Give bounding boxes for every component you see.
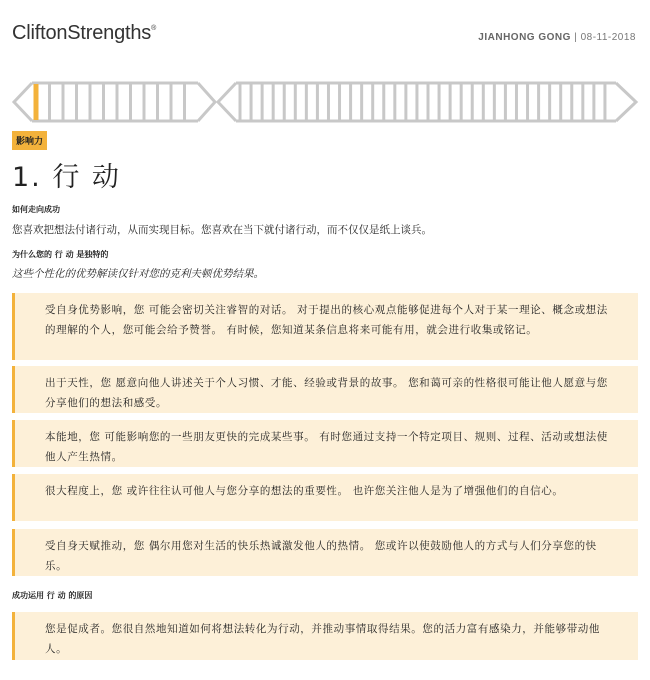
insight-card: 受自身优势影响，您 可能会密切关注睿智的对话。 对于提出的核心观点能够促进每个人对于某一理论、概念或想法的理解的个人，您可能会给予赞誉。 有时候，您知道某条信息将来可能有用，就会进行收集或铭记。 [12,293,638,360]
section-text-success: 您喜欢把想法付诸行动，从而实现目标。您喜欢在当下就付诸行动，而不仅仅是纸上谈兵。 [12,224,432,236]
section-label-success: 如何走向成功 [12,205,60,214]
user-name: JIANHONG GONG [478,32,571,43]
separator: | [574,32,578,43]
bar-left-end [198,83,215,121]
bar-right-start [218,83,236,121]
bar-left-arrow [14,83,32,121]
section-label-unique: 为什么您的 行 动 是独特的 [12,250,109,259]
user-info [478,32,636,43]
report-date: 08-11-2018 [580,32,636,43]
insight-card: 很大程度上，您 或许往往认可他人与您分享的想法的重要性。 也许您关注他人是为了增强他们的自信心。 [12,474,638,521]
theme-title: 1. 行 动 [12,162,121,193]
report-header [12,22,638,52]
section-text-unique: 这些个性化的优势解读仅针对您的克利夫顿优势结果。 [12,268,264,280]
domain-badge: 影响力 [12,131,47,150]
insight-card-reason: 您是促成者。您很自然地知道如何将想法转化为行动，并推动事情取得结果。您的活力富有感染力，并能够带动他人。 [12,612,638,660]
brand-logo: CliftonStrengths® [12,22,157,44]
insight-card: 受自身天赋推动，您 偶尔用您对生活的快乐热诚激发他人的热情。 您或许以使鼓励他人的方式与人们分享您的快乐。 [12,529,638,576]
bar-right-arrow [616,83,636,121]
insight-card: 出于天性，您 愿意向他人讲述关于个人习惯、才能、经验或背景的故事。 您和蔼可亲的性格很可能让他人愿意与您分享他们的想法和感受。 [12,366,638,413]
insight-card: 本能地，您 可能影响您的一些朋友更快的完成某些事。 有时您通过支持一个特定项目、规则、过程、活动或想法使他人产生热情。 [12,420,638,467]
section-label-reason: 成功运用 行 动 的原因 [12,591,93,600]
strengths-rank-bar [10,80,640,124]
